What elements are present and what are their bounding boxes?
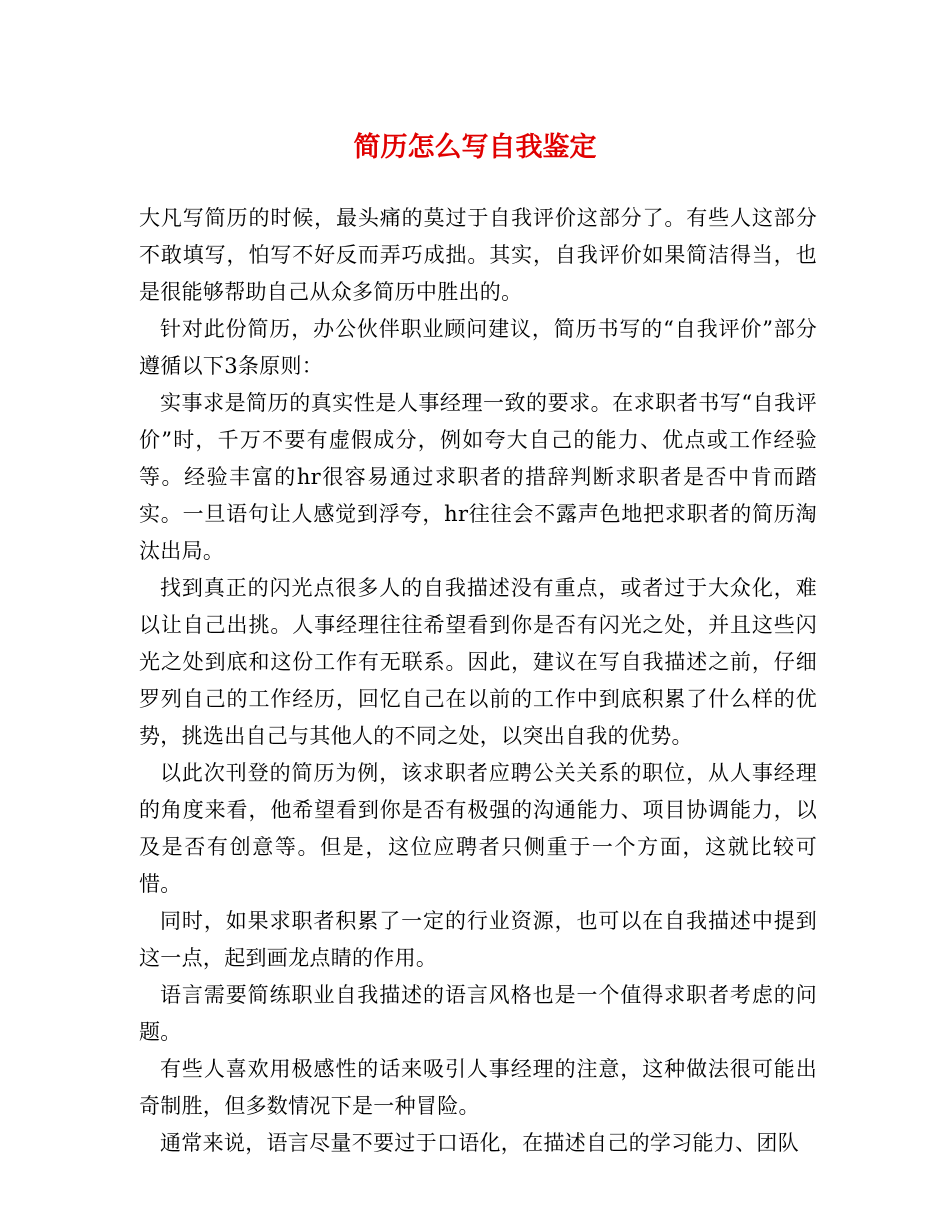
paragraph: 实事求是简历的真实性是人事经理一致的要求。在求职者书写“自我评价”时，千万不要有虚假成分，例如夸大自己的能力、优点或工作经验等。经验丰富的hr很容易通过求职者的措辞判断求职者是否中肯而踏实。一旦语句让人感觉到浮夸，hr往往会不露声色地把求职者的简历淘汰出局。 [139,391,817,563]
paragraph: 有些人喜欢用极感性的话来吸引人事经理的注意，这种做法很可能出奇制胜，但多数情况下是一种冒险。 [139,1057,817,1118]
document-body [139,200,817,1162]
paragraph: 同时，如果求职者积累了一定的行业资源，也可以在自我描述中提到这一点，起到画龙点睛的作用。 [139,909,817,970]
paragraph: 以此次刊登的简历为例，该求职者应聘公关关系的职位，从人事经理的角度来看，他希望看到你是否有极强的沟通能力、项目协调能力，以及是否有创意等。但是，这位应聘者只侧重于一个方面，这就比较可惜。 [139,761,817,896]
paragraph: 通常来说，语言尽量不要过于口语化，在描述自己的学习能力、团队 [160,1131,799,1155]
paragraph: 针对此份简历，办公伙伴职业顾问建议，简历书写的“自我评价”部分遵循以下3条原则： [139,317,817,378]
document-title: 简历怎么写自我鉴定 [353,132,597,163]
paragraph: 找到真正的闪光点很多人的自我描述没有重点，或者过于大众化，难以让自己出挑。人事经理往往希望看到你是否有闪光之处，并且这些闪光之处到底和这份工作有无联系。因此，建议在写自我描述之前，仔细罗列自己的工作经历，回忆自己在以前的工作中到底积累了什么样的优势，挑选出自己与其他人的不同之处，以突出自我的优势。 [139,576,817,748]
paragraph: 大凡写简历的时候，最头痛的莫过于自我评价这部分了。有些人这部分不敢填写，怕写不好反而弄巧成拙。其实，自我评价如果简洁得当，也是很能够帮助自己从众多简历中胜出的。 [139,206,817,304]
paragraph: 语言需要简练职业自我描述的语言风格也是一个值得求职者考虑的问题。 [139,983,817,1044]
